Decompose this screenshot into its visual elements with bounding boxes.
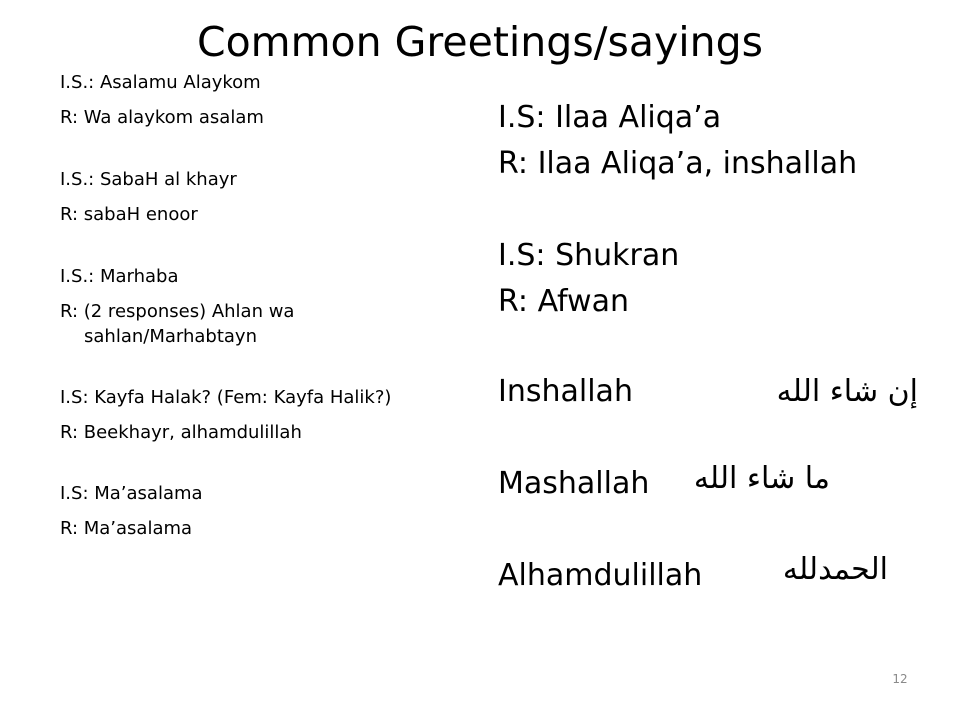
greeting-initiator: I.S.: Asalamu Alaykom — [60, 72, 261, 93]
phrase-row — [498, 461, 918, 507]
phrase-arabic: الحمدلله — [782, 552, 888, 587]
greeting-response: R: sabaH enoor — [60, 204, 198, 225]
phrase-arabic: ما شاء الله — [693, 461, 830, 496]
greeting-response: R: (2 responses) Ahlan wa sahlan/Marhabtayn — [60, 301, 295, 347]
greeting-initiator: I.S: Kayfa Halak? (Fem: Kayfa Halik?) — [60, 387, 392, 408]
left-column — [60, 70, 440, 541]
greeting-initiator: I.S: Shukran — [498, 238, 680, 273]
slide-title: Common Greetings/sayings — [196, 18, 764, 66]
page-number: 12 — [892, 672, 908, 686]
phrase-arabic: إن شاء الله — [776, 374, 918, 409]
greeting-initiator: I.S.: SabaH al khayr — [60, 169, 237, 190]
greeting-initiator: I.S: Ilaa Aliqa’a — [498, 100, 722, 135]
greeting-response: R: Ma’asalama — [60, 518, 193, 539]
phrase-latin: Alhamdulillah — [498, 558, 703, 593]
phrase-latin: Mashallah — [498, 466, 650, 501]
right-column — [498, 95, 918, 599]
greeting-response: R: Ilaa Aliqa’a, inshallah — [498, 146, 858, 181]
phrase-row — [498, 553, 918, 599]
greeting-initiator: I.S.: Marhaba — [60, 266, 179, 287]
phrase-latin: Inshallah — [498, 374, 633, 409]
greeting-initiator: I.S: Ma’asalama — [60, 483, 203, 504]
phrase-row — [498, 369, 918, 415]
greeting-response: R: Beekhayr, alhamdulillah — [60, 422, 302, 443]
greeting-response: R: Afwan — [498, 284, 629, 319]
greeting-response: R: Wa alaykom asalam — [60, 107, 264, 128]
